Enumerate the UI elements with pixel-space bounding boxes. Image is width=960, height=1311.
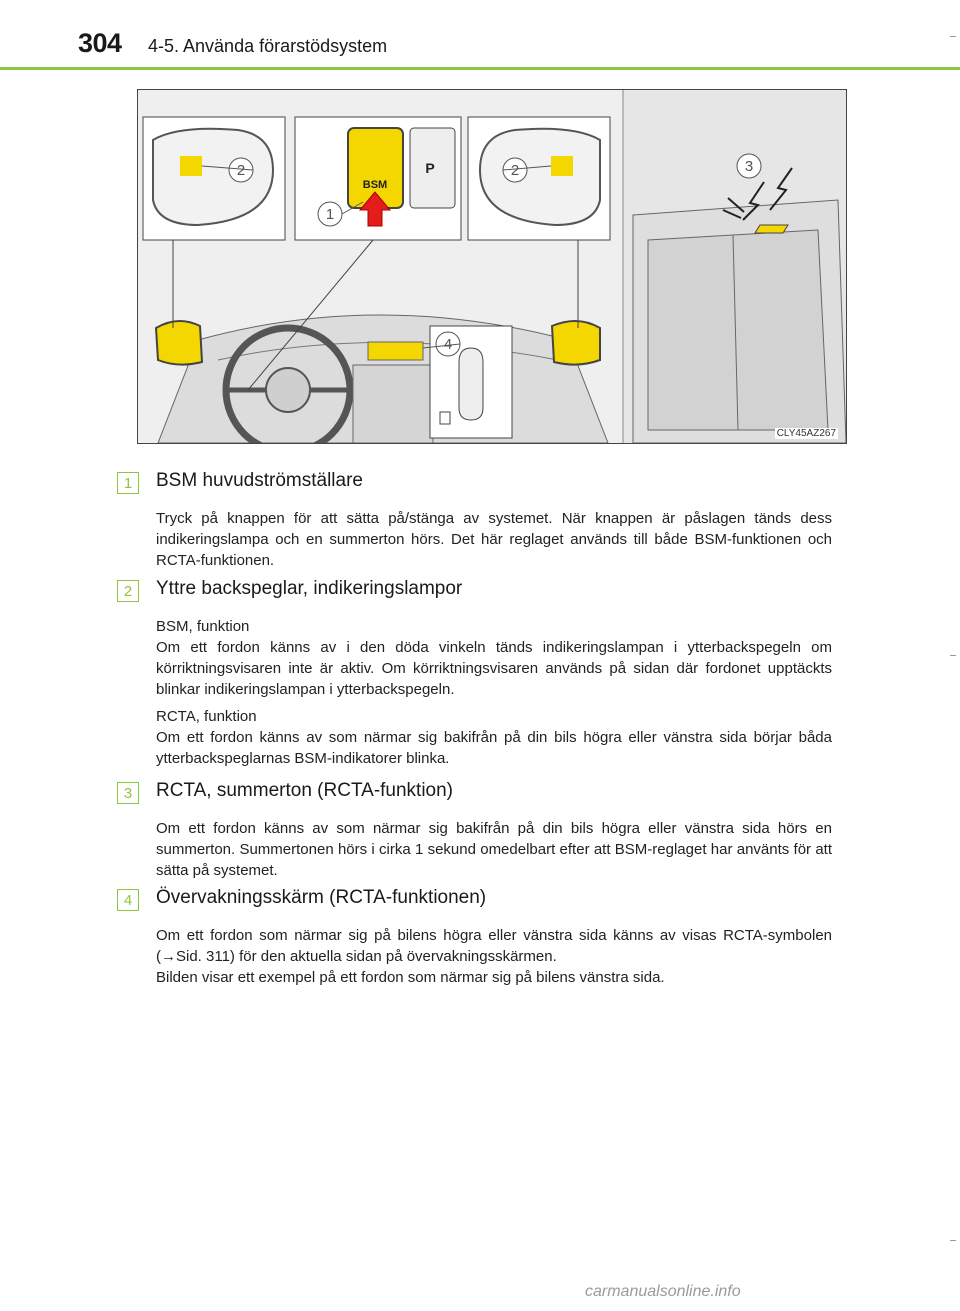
figure-code: CLY45AZ267 [776,428,836,439]
header-rule [0,67,960,70]
callout-2-right: 2 [510,162,520,179]
edge-tick [950,1240,956,1241]
item-1 [117,470,832,577]
callout-2-left: 2 [236,162,246,179]
callout-4: 4 [443,336,453,353]
item-title: Övervakningsskärm (RCTA-funktionen) [156,887,487,908]
item-title: BSM huvudströmställare [156,470,363,491]
illustration-drawing [138,90,846,443]
page-header [0,0,960,72]
item-4 [117,887,832,994]
edge-tick [950,655,956,656]
paragraph: Bilden visar ett exempel på ett fordon som närmar sig på bilens vänstra sida. [156,969,665,986]
item-number: 1 [117,472,139,494]
paragraph: Om ett fordon känns av som närmar sig bakifrån på din bils högra eller vänstra sida hörs en summerton. Summertonen hörs i cirka 1 sekund omedelbart efter att BSM-reglaget har använts för att sätta på systemet. [156,820,832,879]
subsection [156,706,832,769]
item-3 [117,780,832,887]
callout-1: 1 [325,206,335,223]
item-number: 4 [117,889,139,911]
subsection [156,616,832,700]
callout-3: 3 [744,158,754,175]
item-title: RCTA, summerton (RCTA-funktion) [156,780,454,801]
item-body [156,925,832,988]
item-body [156,508,832,571]
edge-tick [950,36,956,37]
item-body [156,616,832,769]
footer-watermark[interactable]: carmanualsonline.info [585,1283,741,1300]
page-number: 304 [78,28,122,58]
bsm-illustration [137,89,847,444]
item-number: 3 [117,782,139,804]
chapter-title: 4-5. Använda förarstödsystem [148,36,388,56]
paragraph: Om ett fordon som närmar sig på bilens högra eller vänstra sida känns av visas RCTA-symbolen (→Sid. 311) för den aktuella sidan på övervakningsskärmen. [156,927,832,965]
subsection-text: Om ett fordon känns av som närmar sig bakifrån på din bils högra eller vänstra sida börjar båda ytterbackspeglarnas BSM-indikatorer blinka. [156,729,832,767]
item-title: Yttre backspeglar, indikeringslampor [156,578,463,599]
item-number: 2 [117,580,139,602]
subsection-text: Om ett fordon känns av i den döda vinkeln tänds indikeringslampan i ytterbackspegeln om körriktningsvisaren inte är aktiv. Om körriktningsvisaren används på sidan där fordonet upptäckts blinkar indikeringslampan i ytterbackspegeln. [156,639,832,698]
paragraph: Tryck på knappen för att sätta på/stänga av systemet. När knappen är påslagen tänds dess indikeringslampa och en summerton hörs. Det här reglaget används till både BSM-funktionen och RCTA-funktionen. [156,510,832,569]
subsection-heading: RCTA, funktion [156,708,257,725]
item-body [156,818,832,881]
svg-text:P: P [425,160,435,176]
item-2 [117,578,832,775]
svg-text:BSM: BSM [362,179,388,191]
subsection-heading: BSM, funktion [156,618,250,635]
